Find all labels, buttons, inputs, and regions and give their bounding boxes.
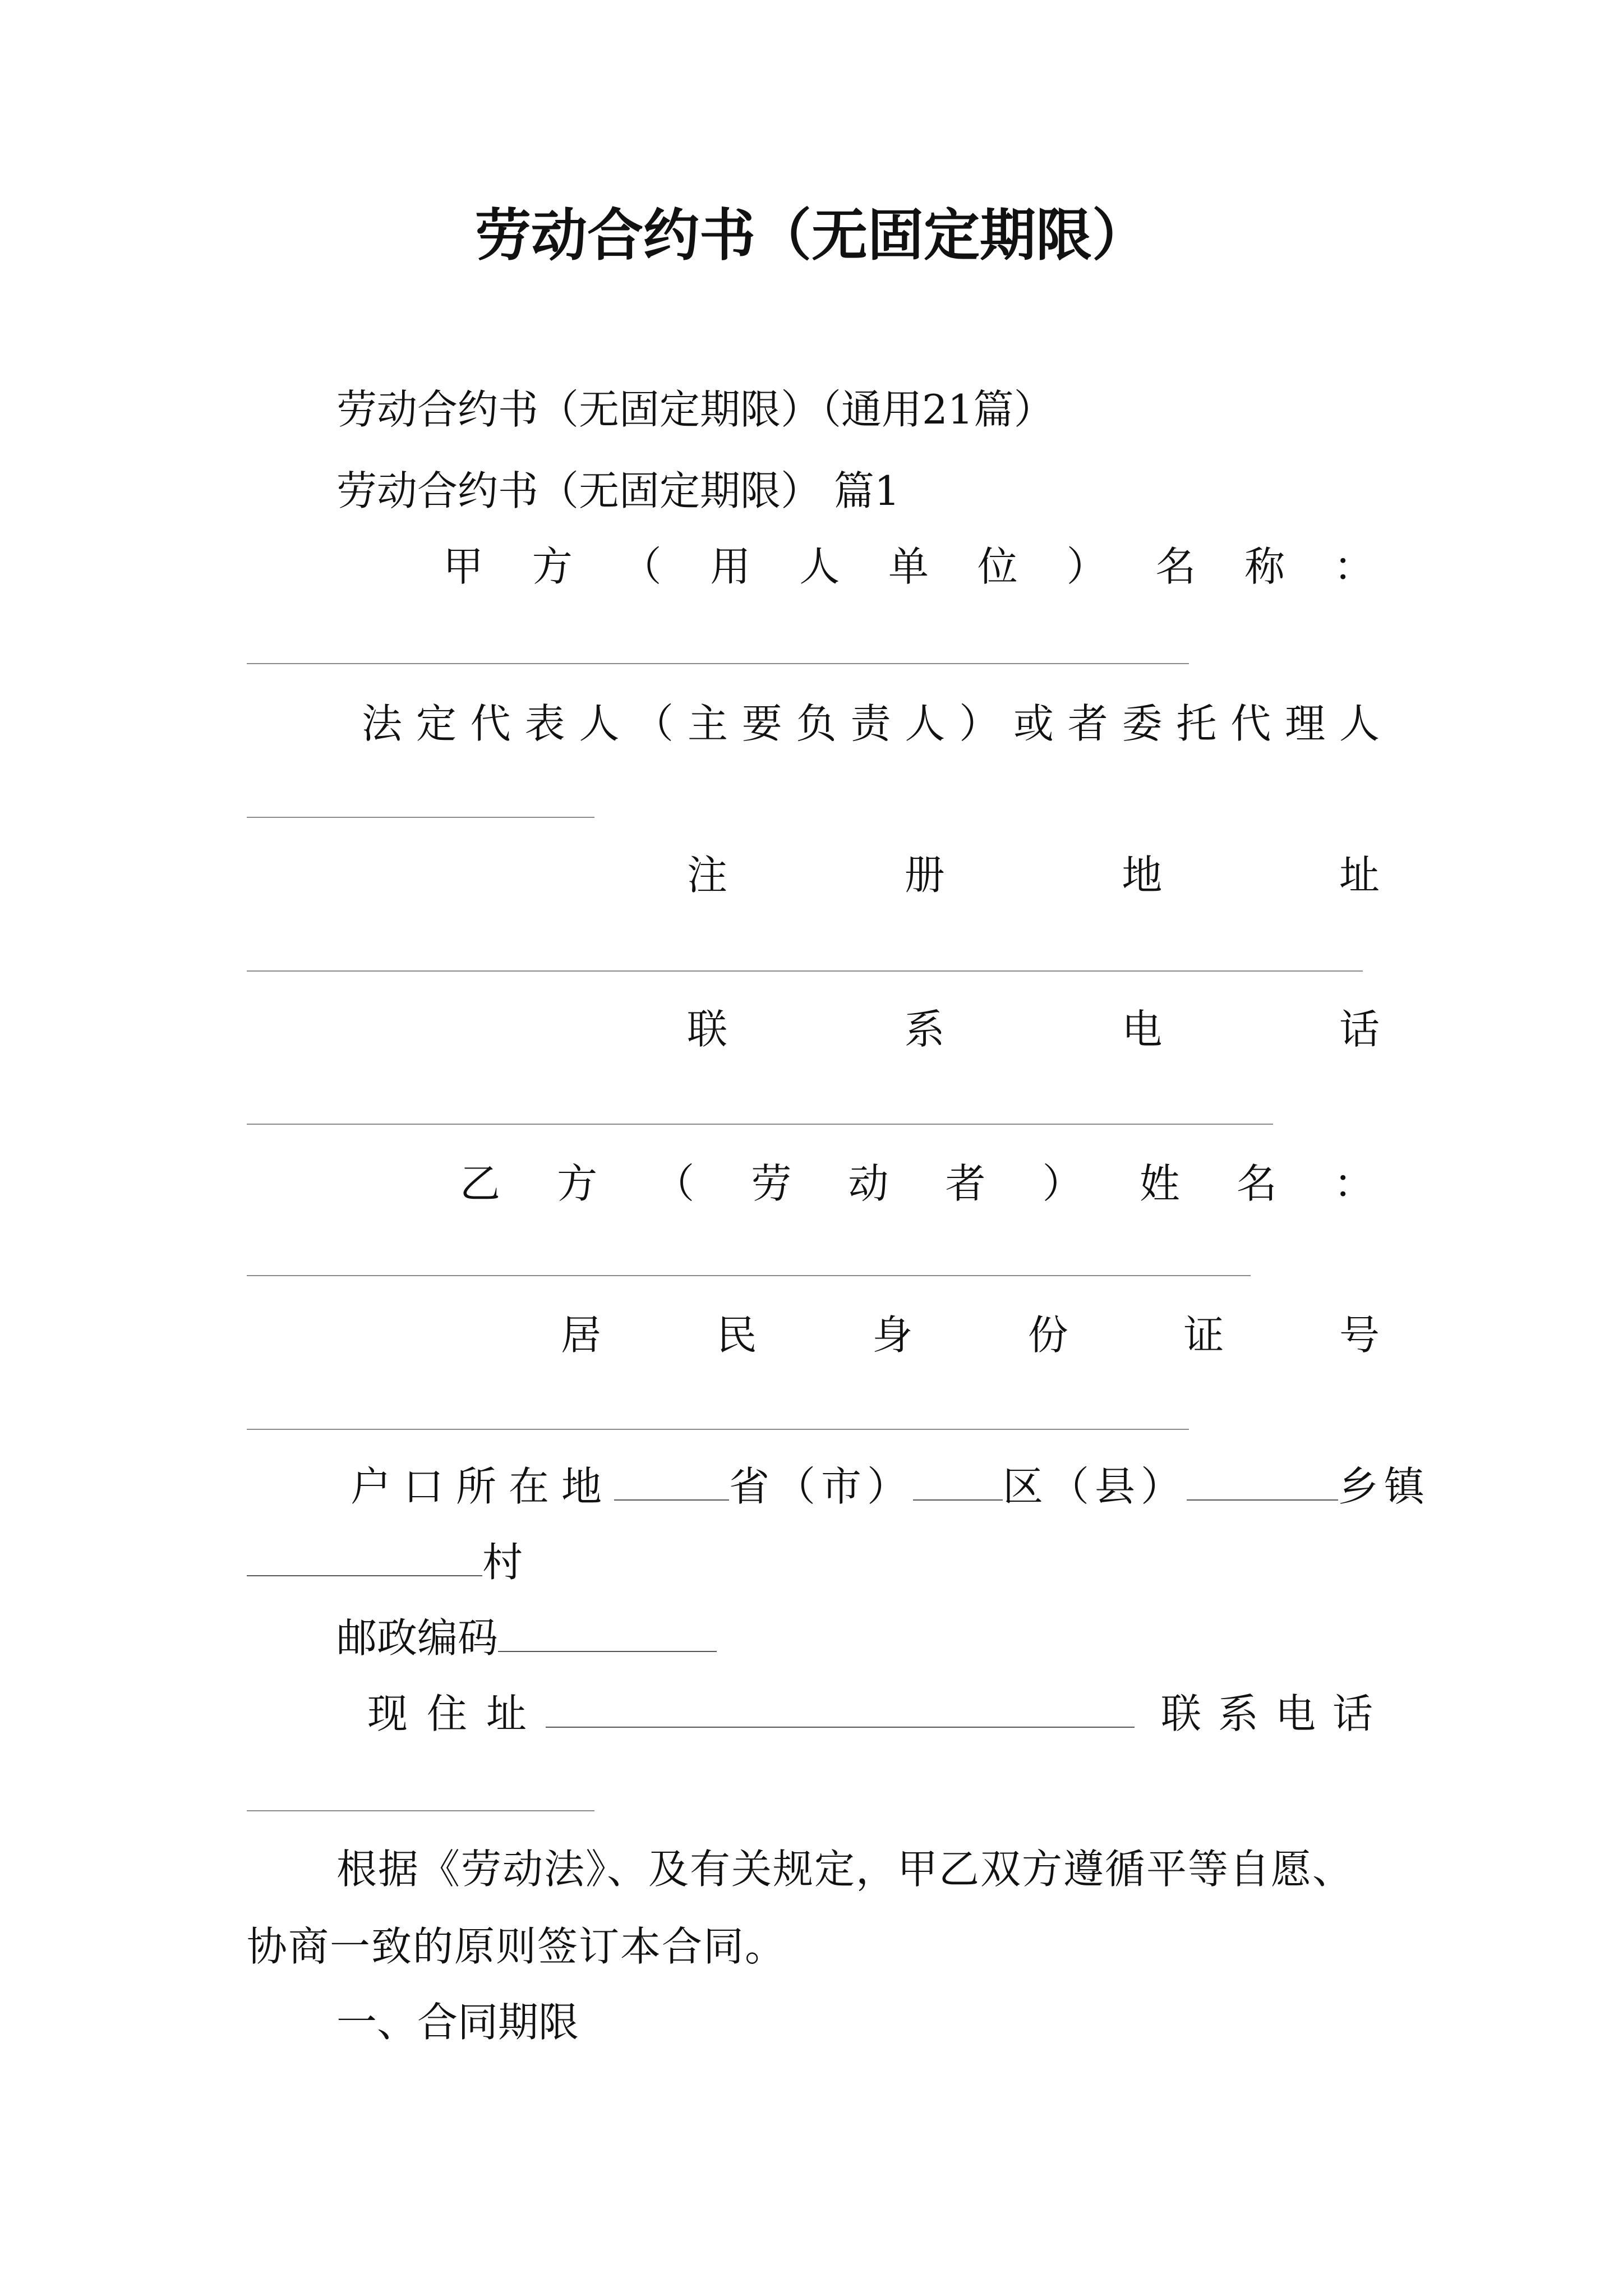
label-char: 号 — [1339, 1312, 1380, 1359]
label-char: 劳 — [751, 1160, 792, 1207]
label-char: 单 — [888, 543, 929, 590]
legal-rep-blank[interactable] — [247, 817, 594, 818]
party-b-label — [460, 1156, 1374, 1212]
label-char: 证 — [1183, 1312, 1224, 1359]
label-char: 方 — [557, 1160, 598, 1207]
postcode-label: 邮政编码 — [336, 1614, 499, 1662]
hukou-village-blank[interactable] — [247, 1536, 482, 1576]
hukou-town-blank[interactable] — [1187, 1460, 1338, 1501]
current-phone-blank[interactable] — [247, 1810, 594, 1811]
label-char: 方 — [532, 543, 573, 590]
label-char: 主 — [687, 700, 728, 747]
label-char: 代 — [470, 700, 511, 747]
label-char: 人 — [579, 700, 620, 747]
label-char: 代 — [1230, 700, 1271, 747]
hukou-province-blank[interactable] — [614, 1460, 729, 1501]
hukou-line — [351, 1458, 1430, 1515]
party-a-label — [443, 539, 1374, 595]
label-char: （ — [654, 1160, 695, 1207]
label-char: ） — [1042, 1160, 1083, 1207]
label-char: 人 — [1339, 700, 1380, 747]
label-char: 份 — [1027, 1312, 1068, 1359]
label-char: 注 — [687, 852, 728, 899]
label-char: 电 — [1122, 1006, 1163, 1053]
label-char: （ — [633, 700, 674, 747]
contact-phone-label — [687, 1001, 1380, 1057]
label-char: 人 — [799, 543, 840, 590]
label-char: ： — [1333, 543, 1374, 590]
registered-address-blank[interactable] — [247, 970, 1363, 972]
label-char: 身 — [872, 1312, 913, 1359]
label-char: 名 — [1236, 1160, 1277, 1207]
label-char: 居 — [561, 1312, 602, 1359]
label-char: ） — [959, 700, 1000, 747]
label-char: 地 — [1122, 852, 1163, 899]
label-char: 用 — [710, 543, 751, 590]
document-subtitle: 劳动合约书（无固定期限）（通用21篇） — [336, 386, 1054, 433]
hukou-village-label: 村 — [482, 1539, 523, 1586]
label-char: 乙 — [460, 1160, 501, 1207]
label-char: 话 — [1339, 1006, 1380, 1053]
id-number-label — [561, 1307, 1380, 1363]
document-title: 劳动合约书（无固定期限） — [475, 203, 1148, 268]
label-char: 者 — [945, 1160, 986, 1207]
postcode-line — [336, 1610, 717, 1666]
current-phone-label: 联系电话 — [1161, 1690, 1390, 1737]
label-char: 民 — [716, 1312, 757, 1359]
paragraph-line-1: 根据《劳动法》、及有关规定，甲乙双方遵循平等自愿、 — [336, 1846, 1354, 1893]
label-char: 甲 — [443, 543, 484, 590]
label-char: 委 — [1122, 700, 1163, 747]
label-char: 表 — [524, 700, 565, 747]
label-char: ： — [1333, 1160, 1374, 1207]
section-heading: 一、合同期限 — [336, 1999, 579, 2046]
label-char: 系 — [904, 1006, 945, 1053]
hukou-district-label: 区（县） — [1003, 1463, 1187, 1510]
label-char: ） — [1066, 543, 1107, 590]
label-char: 责 — [850, 700, 891, 747]
id-number-blank[interactable] — [247, 1429, 1189, 1430]
label-char: 动 — [848, 1160, 889, 1207]
contact-phone-blank[interactable] — [247, 1124, 1273, 1125]
label-char: 理 — [1285, 700, 1326, 747]
label-char: 位 — [977, 543, 1018, 590]
label-char: 要 — [741, 700, 782, 747]
legal-rep-label — [362, 696, 1380, 752]
registered-address-label — [687, 847, 1380, 903]
current-address-line — [367, 1686, 1135, 1742]
label-char: 法 — [362, 700, 403, 747]
label-char: 者 — [1067, 700, 1108, 747]
label-char: （ — [621, 543, 662, 590]
party-a-name-blank[interactable] — [247, 663, 1189, 664]
current-address-label: 现住址 — [367, 1690, 546, 1737]
postcode-blank[interactable] — [498, 1612, 717, 1652]
hukou-prefix: 户口所在地 — [351, 1463, 615, 1510]
label-char: 联 — [687, 1006, 728, 1053]
label-char: 址 — [1339, 852, 1380, 899]
hukou-town-label: 乡镇 — [1338, 1463, 1431, 1510]
label-char: 或 — [1013, 700, 1054, 747]
label-char: 定 — [416, 700, 457, 747]
party-b-name-blank[interactable] — [247, 1275, 1251, 1276]
hukou-district-blank[interactable] — [913, 1460, 1003, 1501]
label-char: 托 — [1176, 700, 1217, 747]
label-char: 称 — [1244, 543, 1285, 590]
label-char: 人 — [905, 700, 946, 747]
current-address-blank[interactable] — [546, 1687, 1135, 1728]
label-char: 姓 — [1139, 1160, 1180, 1207]
label-char: 册 — [904, 852, 945, 899]
paragraph-line-2: 协商一致的原则签订本合同。 — [247, 1923, 787, 1970]
hukou-province-label: 省（市） — [729, 1463, 914, 1510]
label-char: 负 — [796, 700, 837, 747]
hukou-village-line — [247, 1534, 523, 1590]
label-char: 名 — [1155, 543, 1196, 590]
part-heading: 劳动合约书（无固定期限） 篇1 — [336, 467, 900, 514]
